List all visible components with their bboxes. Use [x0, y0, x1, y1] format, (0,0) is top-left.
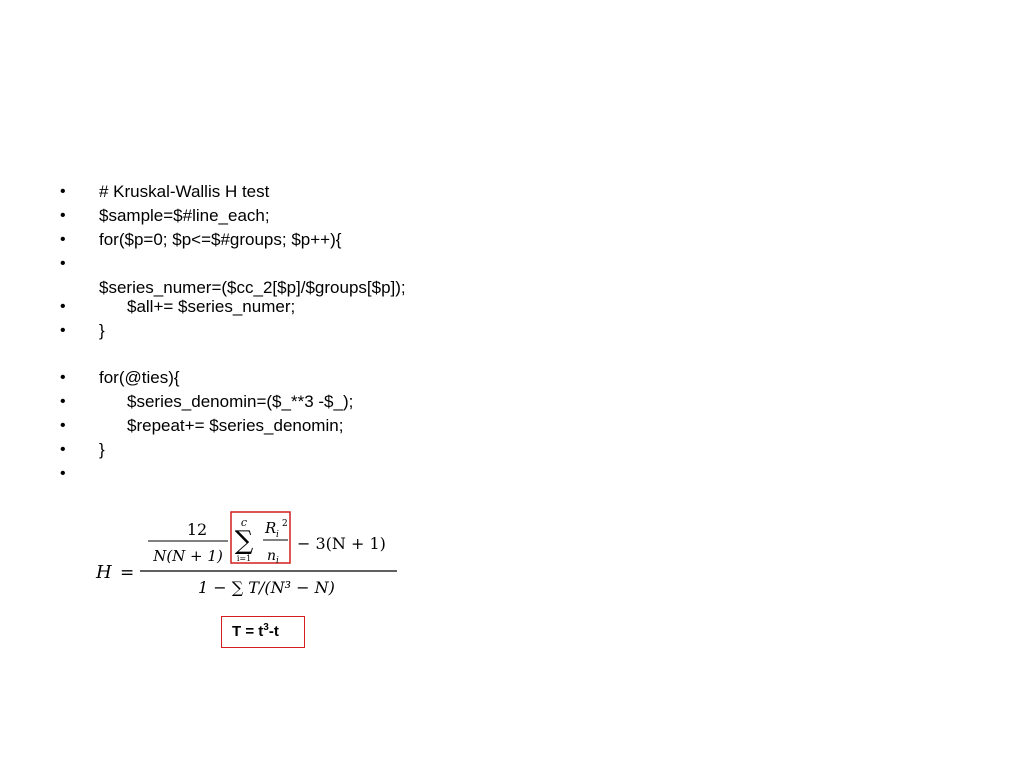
t-definition-box — [221, 616, 305, 648]
code-line: # Kruskal-Wallis H test — [99, 182, 270, 201]
list-item — [0, 204, 600, 228]
bullet-glyph: • — [60, 369, 66, 386]
list-item — [0, 228, 600, 252]
code-line: } — [99, 440, 105, 459]
list-item — [0, 366, 600, 390]
code-line: $series_denomin=($_**3 -$_); — [127, 392, 354, 411]
bullet-glyph: • — [60, 298, 66, 315]
term-numerator-sup: 2 — [282, 519, 288, 529]
formula-lhs: H — [96, 562, 112, 583]
bullet-glyph: • — [60, 255, 66, 272]
bullet-glyph: • — [60, 393, 66, 410]
sum-lower-limit: i=1 — [236, 554, 252, 563]
t-definition-text — [232, 623, 279, 641]
sum-upper-limit: c — [240, 516, 248, 529]
formula-graphic — [90, 505, 410, 610]
bullet-glyph: • — [60, 417, 66, 434]
bullet-glyph: • — [60, 465, 66, 482]
bullet-glyph: • — [60, 183, 66, 200]
code-line: } — [99, 321, 105, 340]
formula-numerator-tail: − 3(N + 1) — [297, 534, 386, 553]
term-denominator: n — [267, 548, 277, 564]
sum-symbol: ∑ — [234, 526, 254, 556]
term-denominator-sub: i — [276, 556, 279, 566]
code-line: for($p=0; $p<=$#groups; $p++){ — [99, 230, 342, 249]
formula-fraction-denominator: N(N + 1) — [153, 547, 223, 565]
t-definition-exponent: 3 — [263, 622, 269, 633]
list-item — [0, 319, 600, 343]
list-item — [0, 295, 600, 319]
code-line: for(@ties){ — [99, 368, 180, 387]
formula-fraction-numerator: 12 — [186, 520, 208, 539]
list-item — [0, 180, 600, 204]
list-item — [0, 390, 600, 414]
list-item — [0, 252, 600, 300]
formula-equals: = — [120, 563, 135, 583]
term-numerator: R — [265, 519, 277, 537]
t-definition-tail: -t — [268, 623, 279, 640]
code-line: $repeat+= $series_denomin; — [127, 416, 344, 435]
code-line: $sample=$#line_each; — [99, 206, 270, 225]
list-item — [0, 414, 600, 438]
bullet-glyph: • — [60, 231, 66, 248]
bullet-glyph: • — [60, 207, 66, 224]
bullet-glyph: • — [60, 322, 66, 339]
term-numerator-sub: i — [276, 530, 279, 540]
kruskal-wallis-formula — [90, 505, 410, 610]
code-line: $all+= $series_numer; — [127, 297, 296, 316]
formula-denominator: 1 − ∑ T/(N³ − N) — [198, 578, 335, 597]
code-line: $series_numer=($cc_2[$p]/$groups[$p]); — [99, 278, 406, 297]
list-item — [0, 438, 600, 462]
t-definition-base: T = t — [232, 623, 264, 640]
list-item — [0, 462, 600, 486]
bullet-glyph: • — [60, 441, 66, 458]
